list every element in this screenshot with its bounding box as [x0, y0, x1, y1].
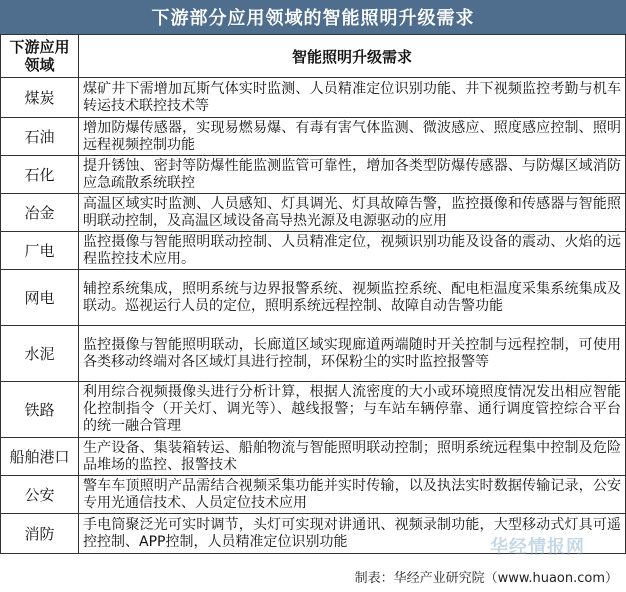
- requirements-table: [0, 34, 626, 554]
- field-cell: 冶金: [1, 194, 79, 232]
- field-cell: 石化: [1, 156, 79, 194]
- field-cell: 铁路: [1, 382, 79, 438]
- table-row: [1, 382, 626, 438]
- table-row: [1, 118, 626, 156]
- field-cell: 厂电: [1, 232, 79, 270]
- requirement-cell: 生产设备、集装箱转运、船舶物流与智能照明联动控制；照明系统远程集中控制及危险品堆场的监控、报警技术: [79, 438, 626, 476]
- watermark-logo: 华经情报网: [490, 537, 585, 558]
- requirement-cell: 提升锈蚀、密封等防爆性能监测监管可靠性，增加各类型防爆传感器、与防爆区域消防应急疏散系统联控: [79, 156, 626, 194]
- field-cell: 公安: [1, 476, 79, 514]
- header-row: [1, 35, 626, 78]
- table-row: [1, 232, 626, 270]
- field-cell: 煤炭: [1, 78, 79, 118]
- field-cell: 水泥: [1, 326, 79, 382]
- requirement-cell: 高温区域实时监测、人员感知、灯具调光、灯具故障告警，监控摄像和传感器与智能照明联动控制，及高温区域设备高导热光源及电源驱动的应用: [79, 194, 626, 232]
- requirement-cell: 监控摄像与智能照明联动，长廊道区域实现廊道两端随时开关控制与远程控制，可使用各类移动终端对各区域灯具进行控制，环保粉尘的实时监控报警等: [79, 326, 626, 382]
- source-note: 制表：华经产业研究院（www.huaon.com）: [354, 571, 618, 586]
- requirement-cell: 利用综合视频摄像头进行分析计算，根据人流密度的大小或环境照度情况发出相应智能化控制指令（开关灯、调光等）、越线报警；与车站车辆停靠、通行调度管控综合平台的统一融合管理: [79, 382, 626, 438]
- table-row: [1, 194, 626, 232]
- requirement-cell: 警车车顶照明产品需结合视频采集功能并实时传输，以及执法实时数据传输记录，公安专用光通信技术、人员定位技术应用: [79, 476, 626, 514]
- table-row: [1, 156, 626, 194]
- table-row: [1, 78, 626, 118]
- table-row: [1, 476, 626, 514]
- requirement-cell: 手电筒聚泛光可实时调节，头灯可实现对讲通讯、视频录制功能，大型移动式灯具可遥控控制、APP控制，人员精准定位识别功能: [79, 514, 626, 554]
- requirement-cell: 辅控系统集成，照明系统与边界报警系统、视频监控系统、配电柜温度采集系统集成及联动。巡视运行人员的定位，照明系统远程控制、故障自动告警功能: [79, 270, 626, 326]
- requirement-cell: 增加防爆传感器，实现易燃易爆、有毒有害气体监测、微波感应、照度感应控制、照明远程视频控制功能: [79, 118, 626, 156]
- field-cell: 石油: [1, 118, 79, 156]
- field-cell: 网电: [1, 270, 79, 326]
- table-row: [1, 438, 626, 476]
- requirement-cell: 煤矿井下需增加瓦斯气体实时监测、人员精准定位识别功能、井下视频监控考勤与机车转运技术联控技术等: [79, 78, 626, 118]
- header-requirement: 智能照明升级需求: [79, 35, 626, 78]
- field-cell: 消防: [1, 514, 79, 554]
- table-title: 下游部分应用领域的智能照明升级需求: [0, 0, 626, 34]
- table-row: [1, 326, 626, 382]
- field-cell: 船舶港口: [1, 438, 79, 476]
- header-field: 下游应用领域: [1, 35, 79, 78]
- requirement-cell: 监控摄像与智能照明联动控制、人员精准定位，视频识别功能及设备的震动、火焰的远程监控技术应用。: [79, 232, 626, 270]
- table-row: [1, 270, 626, 326]
